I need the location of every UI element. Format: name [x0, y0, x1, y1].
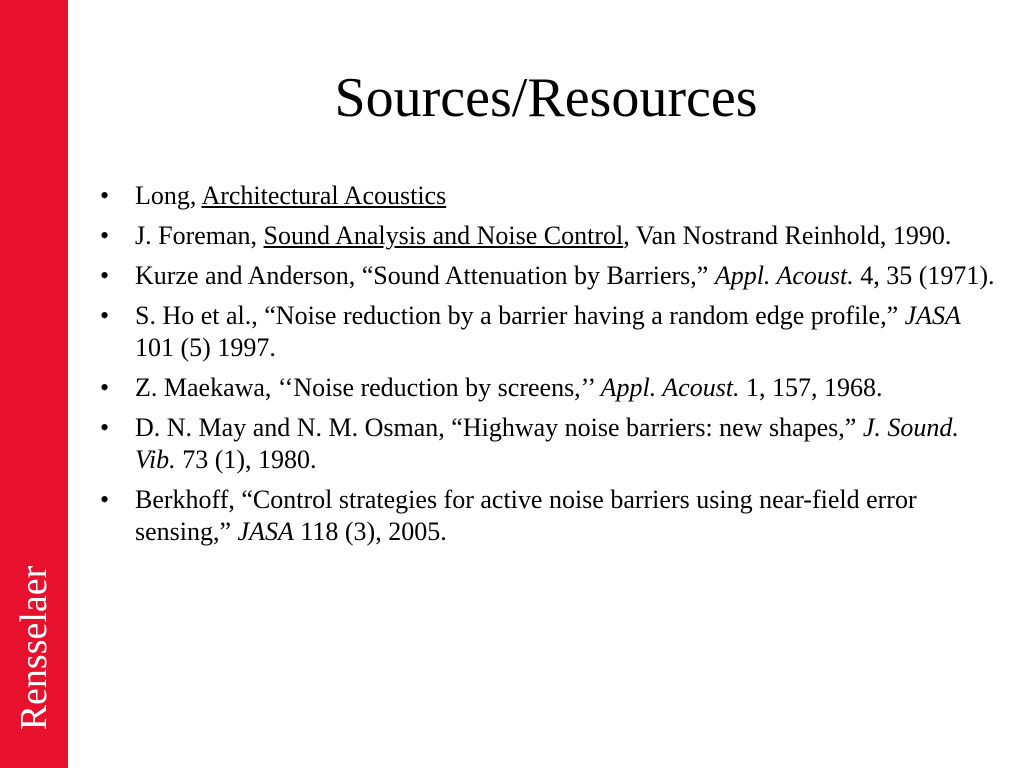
- reference-text: Z. Maekawa, ‘‘Noise reduction by screens,’’: [135, 373, 601, 402]
- reference-item: [100, 412, 1000, 476]
- reference-journal: JASA: [904, 301, 961, 330]
- reference-item: [100, 372, 1000, 404]
- reference-details: 4, 35 (1971).: [853, 261, 995, 290]
- reference-details: 73 (1), 1980.: [175, 445, 317, 474]
- bullet-icon: •: [100, 181, 110, 210]
- reference-list: [100, 180, 1000, 556]
- reference-book-title: Sound Analysis and Noise Control: [263, 221, 624, 250]
- reference-journal: Appl. Acoust.: [714, 261, 854, 290]
- reference-journal: Appl. Acoust.: [600, 373, 740, 402]
- bullet-icon: •: [100, 261, 110, 290]
- reference-item: [100, 220, 1000, 252]
- bullet-icon: •: [100, 221, 110, 250]
- reference-journal: JASA: [237, 517, 294, 546]
- reference-text: Berkhoff, “Control strategies for active noise barriers using near-field error sensing,”: [135, 485, 917, 546]
- reference-text: J. Foreman,: [135, 221, 264, 250]
- bullet-icon: •: [100, 301, 110, 330]
- reference-item: [100, 300, 1000, 364]
- reference-details: 1, 157, 1968.: [739, 373, 883, 402]
- reference-item: [100, 260, 1000, 292]
- bullet-icon: •: [100, 485, 110, 514]
- reference-details: 101 (5) 1997.: [135, 333, 276, 362]
- reference-text: D. N. May and N. M. Osman, “Highway noise barriers: new shapes,”: [135, 413, 863, 442]
- reference-item: [100, 180, 1000, 212]
- slide-title: Sources/Resources: [334, 67, 758, 129]
- bullet-icon: •: [100, 413, 110, 442]
- side-bar-label: Rensselaer: [13, 565, 55, 731]
- reference-text: Kurze and Anderson, “Sound Attenuation by Barriers,”: [135, 261, 715, 290]
- reference-text: Long,: [135, 181, 202, 210]
- side-bar: [0, 0, 68, 768]
- reference-details: 118 (3), 2005.: [293, 517, 447, 546]
- reference-text: S. Ho et al., “Noise reduction by a barrier having a random edge profile,”: [135, 301, 905, 330]
- reference-book-title: Architectural Acoustics: [201, 181, 447, 210]
- reference-journal: J. Sound. Vib.: [135, 413, 959, 474]
- bullet-icon: •: [100, 373, 110, 402]
- reference-item: [100, 484, 1000, 548]
- reference-details: , Van Nostrand Reinhold, 1990.: [623, 221, 952, 250]
